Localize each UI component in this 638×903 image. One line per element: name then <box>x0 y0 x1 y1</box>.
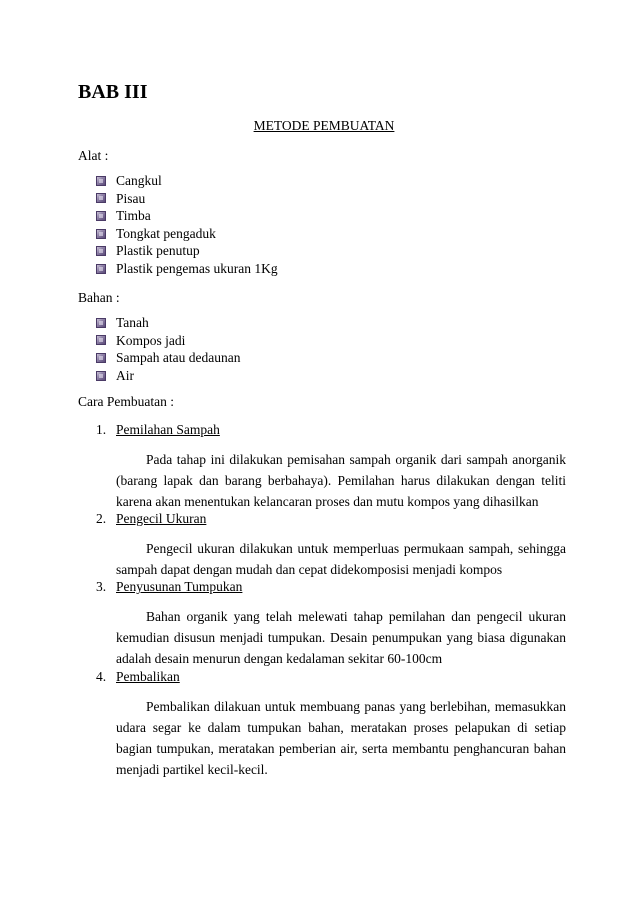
list-item-text: Sampah atau dedaunan <box>116 350 241 366</box>
cara-label: Cara Pembuatan : <box>78 394 174 409</box>
list-item-text: Kompos jadi <box>116 332 186 348</box>
step-body: Pengecil ukuran dilakukan untuk memperluas permukaan sampah, sehingga sampah dapat dengan mudah dan cepat didekomposisi menjadi kompos <box>116 541 566 577</box>
section-title-text: METODE PEMBUATAN <box>253 118 395 133</box>
list-item-text: Plastik pengemas ukuran 1Kg <box>116 260 278 276</box>
list-item <box>96 349 240 367</box>
square-bullet-icon <box>96 264 106 274</box>
step-heading <box>96 421 566 439</box>
section-title <box>0 117 638 135</box>
square-bullet-icon <box>96 335 106 345</box>
square-bullet-icon <box>96 229 106 239</box>
step-item <box>96 510 566 580</box>
list-item <box>96 242 278 260</box>
step-item <box>96 578 566 669</box>
chapter-heading: BAB III <box>78 81 148 103</box>
step-body: Bahan organik yang telah melewati tahap pemilahan dan pengecil ukuran kemudian disusun menjadi tumpukan. Desain penumpukan yang biasa digunakan adalah desain menurun dengan kedalaman sekitar 60-100cm <box>116 609 566 666</box>
list-item <box>96 314 240 332</box>
step-body: Pembalikan dilakuan untuk membuang panas yang berlebihan, memasukkan udara segar ke dalam tumpukan bahan, meratakan proses pelapukan di setiap bagian tumpukan, meratakan pemberian air, serta membantu penghancuran bahan menjadi partikel kecil-kecil. <box>116 699 566 777</box>
step-item <box>96 668 566 780</box>
list-item-text: Cangkul <box>116 173 162 188</box>
square-bullet-icon <box>96 246 106 256</box>
step-number: 4. <box>96 669 107 684</box>
step-title: Pemilahan Sampah <box>116 422 220 437</box>
step-item <box>96 421 566 512</box>
step-title: Pengecil Ukuran <box>116 511 207 526</box>
list-item-text: Air <box>116 367 134 383</box>
square-bullet-icon <box>96 353 106 363</box>
step-title: Penyusunan Tumpukan <box>116 579 243 594</box>
step-heading <box>96 668 566 686</box>
square-bullet-icon <box>96 176 106 186</box>
list-item <box>96 190 278 208</box>
list-item-text: Tongkat pengaduk <box>116 225 216 241</box>
list-item-text: Tanah <box>116 315 149 330</box>
list-item <box>96 172 278 190</box>
list-item <box>96 260 278 278</box>
step-number: 1. <box>96 422 107 437</box>
bahan-list <box>96 314 240 384</box>
bahan-label: Bahan : <box>78 290 120 305</box>
step-body: Pada tahap ini dilakukan pemisahan sampah organik dari sampah anorganik (barang lapak dan barang berbahaya). Pemilahan harus dilakukan dengan teliti karena akan menentukan kelancaran proses dan mutu kompos yang dihasilkan <box>116 452 566 509</box>
square-bullet-icon <box>96 318 106 328</box>
list-item <box>96 367 240 385</box>
step-heading <box>96 510 566 528</box>
list-item-text: Plastik penutup <box>116 243 200 259</box>
step-number: 2. <box>96 511 107 526</box>
list-item <box>96 225 278 243</box>
list-item-text: Pisau <box>116 190 146 206</box>
alat-label: Alat : <box>78 148 109 163</box>
list-item <box>96 332 240 350</box>
square-bullet-icon <box>96 211 106 221</box>
step-heading <box>96 578 566 596</box>
step-number: 3. <box>96 579 107 594</box>
alat-list <box>96 172 278 278</box>
square-bullet-icon <box>96 193 106 203</box>
list-item-text: Timba <box>116 208 151 224</box>
square-bullet-icon <box>96 371 106 381</box>
list-item <box>96 207 278 225</box>
step-title: Pembalikan <box>116 669 180 684</box>
